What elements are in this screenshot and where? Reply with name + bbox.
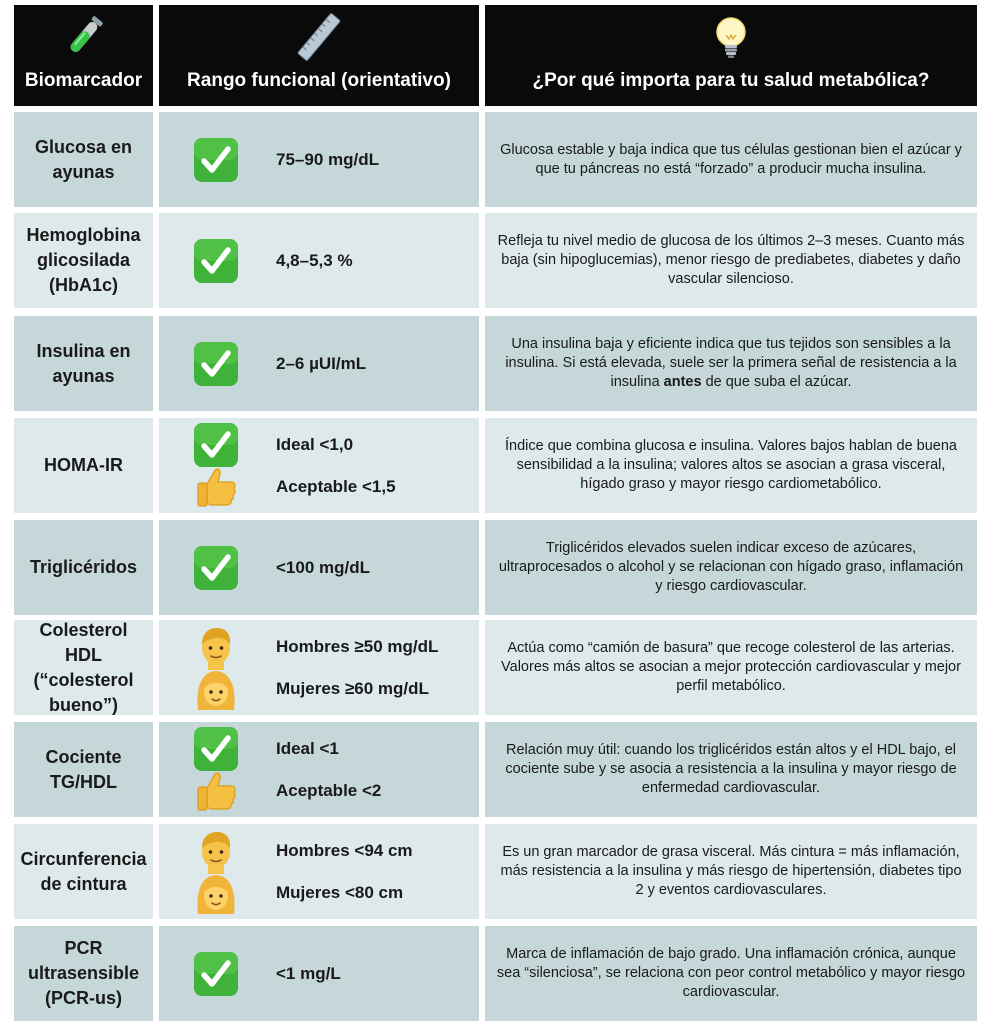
range-value: 4,8–5,3 %: [276, 250, 353, 270]
biomarker-cell: [14, 520, 153, 615]
range-cell: [159, 213, 479, 308]
biomarker-cell: [14, 213, 153, 308]
range-item: [159, 624, 479, 670]
why-text-emphasis: antes: [663, 374, 702, 390]
why-cell: [485, 620, 977, 715]
why-cell: [485, 418, 977, 513]
check-mark-icon: [193, 238, 239, 284]
why-text-segment: Glucosa estable y baja indica que tus células gestionan bien el azúcar y que tu páncreas no está “forzado” a producir mucha insulina.: [500, 141, 962, 177]
why-text-segment: Una insulina baja y eficiente indica que tus tejidos son sensibles a la insulina. Si está elevada, suele ser la primera señal de resistencia a la insulina: [505, 336, 957, 390]
header-range-label: Rango funcional (orientativo): [187, 70, 451, 91]
why-text: [495, 539, 967, 596]
why-text-segment: Triglicéridos elevados suelen indicar exceso de azúcares, ultraprocesados o alcohol y se relacionan con hígado graso, inflamación y riesgo cardiovascular.: [498, 540, 964, 594]
why-text-segment: Índice que combina glucosa e insulina. Valores bajos hablan de buena sensibilidad a la insulina; valores altos se asocian a grasa visceral, hígado graso y mayor riesgo cardiometabólico.: [505, 438, 957, 492]
biomarker-name: Cociente TG/HDL: [45, 746, 122, 792]
why-text: [495, 639, 967, 696]
range-value: 75–90 mg/dL: [276, 149, 379, 169]
why-cell: [485, 112, 977, 207]
range-item: [159, 545, 479, 591]
range-cell: [159, 722, 479, 817]
check-mark-icon: [193, 137, 239, 183]
range-item: [159, 951, 479, 997]
range-item: [159, 341, 479, 387]
header-range: [159, 5, 479, 106]
range-item: [159, 137, 479, 183]
range-value: Ideal <1,0: [276, 435, 354, 454]
biomarker-cell: [14, 926, 153, 1021]
range-item: [159, 666, 479, 712]
range-value: Mujeres ≥60 mg/dL: [276, 679, 429, 698]
why-text: [495, 141, 967, 179]
header-biomarker: [14, 5, 153, 106]
biomarker-name: PCR ultrasensible (PCR-us): [27, 938, 140, 1008]
range-value: <100 mg/dL: [276, 557, 371, 577]
why-cell: [485, 316, 977, 411]
why-cell: [485, 926, 977, 1021]
why-text-segment: de que suba el azúcar.: [701, 374, 852, 390]
why-text-segment: Es un gran marcador de grasa visceral. Más cintura = más inflamación, más resistencia a la insulina y más riesgo de hipertensión, diabetes tipo 2 y eventos cardiovasculares.: [500, 844, 962, 898]
check-mark-icon: [193, 951, 239, 997]
why-text-segment: Actúa como “camión de basura” que recoge colesterol de las arterias. Valores más altos se asocian a mejor protección cardiovascular y mejor perfil metabólico.: [501, 640, 961, 694]
range-item: [159, 464, 479, 510]
why-cell: [485, 213, 977, 308]
range-value: Hombres ≥50 mg/dL: [276, 637, 439, 656]
biomarker-cell: [14, 316, 153, 411]
range-item: [159, 870, 479, 916]
biomarker-name: Triglicéridos: [29, 557, 138, 577]
range-item: [159, 422, 479, 468]
biomarker-cell: [14, 418, 153, 513]
why-text-segment: Refleja tu nivel medio de glucosa de los últimos 2–3 meses. Cuanto más baja (sin hipoglucemias), menor riesgo de prediabetes, diabetes y daño vascular silencioso.: [497, 233, 965, 287]
why-text: [495, 741, 967, 798]
biomarker-cell: [14, 620, 153, 715]
check-mark-icon: [193, 341, 239, 387]
range-cell: [159, 418, 479, 513]
range-value: Hombres <94 cm: [276, 841, 413, 860]
light-bulb-icon: [707, 13, 755, 61]
header-biomarker-label: Biomarcador: [24, 70, 143, 91]
biomarker-cell: [14, 824, 153, 919]
biomarker-name: Insulina en ayunas: [36, 340, 131, 386]
check-mark-icon: [193, 422, 239, 468]
why-cell: [485, 520, 977, 615]
range-item: [159, 828, 479, 874]
range-value: Mujeres <80 cm: [276, 883, 404, 902]
why-text: [495, 232, 967, 289]
range-cell: [159, 620, 479, 715]
why-text: [495, 437, 967, 494]
why-text-segment: Marca de inflamación de bajo grado. Una inflamación crónica, aunque sea “silenciosa”, se relaciona con peor control metabólico y mayor riesgo cardiovascular.: [496, 946, 966, 1000]
biomarker-cell: [14, 112, 153, 207]
biomarker-name: Colesterol HDL (“colesterol bueno”): [33, 620, 134, 715]
check-mark-icon: [193, 726, 239, 772]
why-text: [495, 843, 967, 900]
range-item: [159, 768, 479, 814]
man-icon: [193, 828, 239, 874]
header-why: [485, 5, 977, 106]
why-text-segment: Relación muy útil: cuando los triglicéridos están altos y el HDL bajo, el cociente sube y se asocia a resistencia a la insulina y mayor riesgo de enfermedad cardiovascular.: [505, 742, 957, 796]
range-cell: [159, 316, 479, 411]
thumbs-up-icon: [193, 768, 239, 814]
why-text: [495, 335, 967, 392]
biomarker-name: Hemoglobina glicosilada (HbA1c): [26, 225, 141, 295]
test-tube-icon: [60, 13, 108, 61]
range-cell: [159, 520, 479, 615]
range-value: Aceptable <1,5: [276, 477, 396, 496]
biomarker-name: Circunferencia de cintura: [20, 848, 147, 894]
why-text: [495, 945, 967, 1002]
range-cell: [159, 112, 479, 207]
range-cell: [159, 926, 479, 1021]
range-item: [159, 726, 479, 772]
biomarker-cell: [14, 722, 153, 817]
man-icon: [193, 624, 239, 670]
range-value: Aceptable <2: [276, 781, 382, 800]
header-why-label: ¿Por qué importa para tu salud metabólica?: [532, 70, 930, 91]
check-mark-icon: [193, 545, 239, 591]
range-cell: [159, 824, 479, 919]
range-value: <1 mg/L: [276, 963, 341, 983]
range-value: Ideal <1: [276, 739, 339, 758]
woman-icon: [193, 870, 239, 916]
biomarker-name: Glucosa en ayunas: [34, 136, 133, 182]
woman-icon: [193, 666, 239, 712]
biomarker-name: HOMA-IR: [44, 455, 123, 475]
ruler-icon: [295, 13, 343, 61]
why-cell: [485, 824, 977, 919]
range-value: 2–6 µUI/mL: [276, 353, 367, 373]
why-cell: [485, 722, 977, 817]
range-item: [159, 238, 479, 284]
thumbs-up-icon: [193, 464, 239, 510]
